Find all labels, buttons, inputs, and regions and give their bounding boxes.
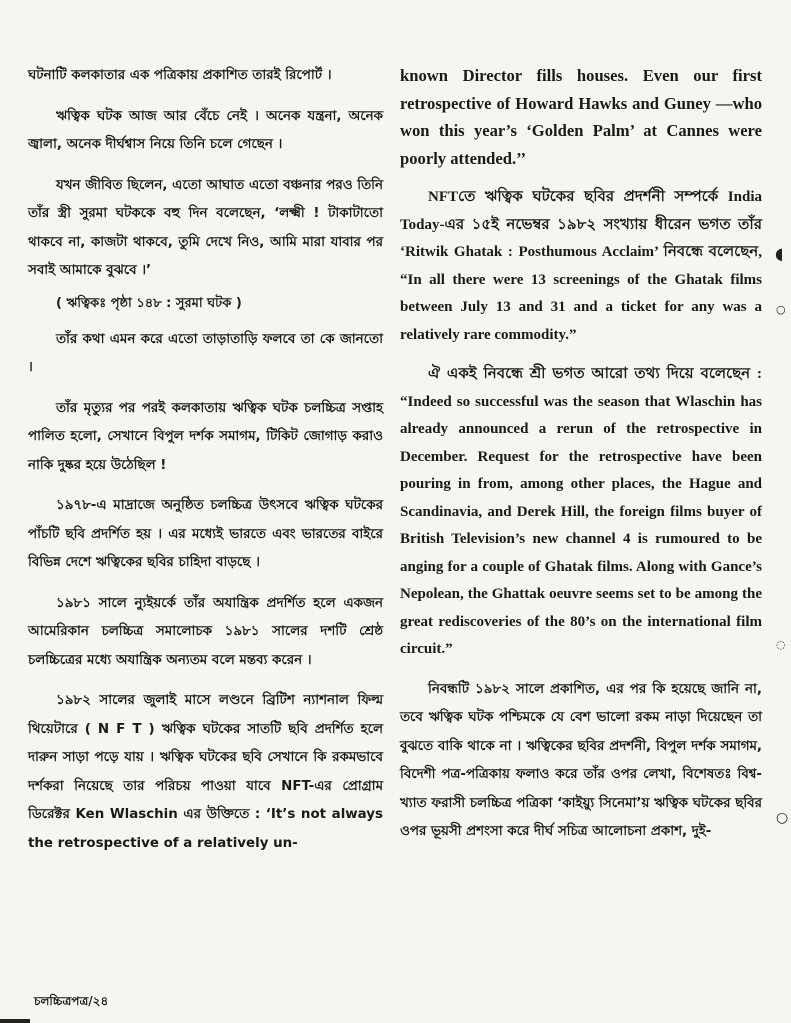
paragraph: ১৯৭৮-এ মাদ্রাজে অনুষ্ঠিত চলচ্চিত্র উৎসবে ঋত্বিক ঘটকের পাঁচটি ছবি প্রদর্শিত হয় । এর মধ্যেই ভারতে এবং ভারতের বাইরে বিভিন্ন দেশে ঋত্বিকের ছবির চাহিদা বাড়ছে ।: [28, 498, 383, 570]
paragraph: ঐ একই নিবন্ধে শ্রী ভগত আরো তথ্য দিয়ে বলেছেন : “Indeed so successful was the season that Wlaschin has already announced a rerun of the retrospective in December. Request for the retrospective have been pouring in from, among other places, the Hague and Scandinavia, and Derek Hill, the foreign films buyer of British Television’s new channel 4 is rumoured to be anging for a couple of Ghatak films. Along with Gance’s Nepolean, the Ghattak oeuvre seems set to be among the great rediscoveries of the 80’s on the international film circuit.”: [400, 366, 762, 657]
citation: ( ঋত্বিকঃ পৃষ্ঠা ১৪৮ : সুরমা ঘটক ): [56, 295, 242, 311]
page-footer: চলচ্চিত্রপত্র/২৪: [34, 994, 109, 1008]
paragraph: known Director fills houses. Even our first retrospective of Howard Hawks and Guney —who won this year’s ‘Golden Palm’ at Cannes were poorly attended.’’: [400, 66, 762, 168]
right-column: [400, 62, 762, 859]
paragraph: ১৯৮২ সালের জুলাই মাসে লণ্ডনে ব্রিটিশ ন্যাশনাল ফিল্ম থিয়েটারে ( N F T ) ঋত্বিক ঘটকের সাতটি ছবি প্রদর্শিত হলে দারুন সাড়া পড়ে যায় । ঋত্বিক ঘটকের ছবি সেখানে কি রকমভাবে দর্শকরা নিয়েছে তার পরিচয় পাওয়া যাবে NFT-এর প্রোগ্রাম ডিরেক্টর Ken Wlaschin এর উক্তিতে : ‘It’s not always the retrospective of a relatively un-: [28, 693, 383, 851]
left-column: [28, 62, 383, 870]
paragraph: যখন জীবিত ছিলেন, এতো আঘাত এতো বঞ্চনার পরও তিনি তাঁর স্ত্রী সুরমা ঘটককে বহু দিন বলেছেন, ‘লক্ষ্মী ! টাকাটাতো থাকবে না, কাজটা থাকবে, তুমি দেখে নিও, আমি মারা যাবার পর সবাই আমাকে বুঝবে ।’: [28, 177, 383, 278]
binding-hole-mark-icon: ○: [776, 303, 786, 316]
paragraph: তাঁর কথা এমন করে এতো তাড়াতাড়ি ফলবে তা কে জানতো ।: [28, 331, 383, 375]
paragraph: ঋত্বিক ঘটক আজ আর বেঁচে নেই । অনেক যন্ত্রনা, অনেক জ্বালা, অনেক দীর্ঘশ্বাস নিয়ে তিনি চলে গেছেন ।: [28, 108, 383, 152]
binding-hole-mark-icon: ◖: [775, 244, 784, 263]
paragraph: NFTতে ঋত্বিক ঘটকের ছবির প্রদর্শনী সম্পর্কে India Today-এর ১৫ই নভেম্বর ১৯৮২ সংখ্যায় ধীরেন ভগত তাঁর ‘Ritwik Ghatak : Posthumous Acclaim’ নিবন্ধে বলেছেন, “In all there were 13 screenings of the Ghatak films between July 13 and 31 and a ticket for any was a relatively rare commodity.”: [400, 189, 762, 343]
binding-hole-mark-icon: ◌: [776, 638, 786, 651]
paragraph: ১৯৮১ সালে ন্যুইয়র্কে তাঁর অযান্ত্রিক প্রদর্শিত হলে একজন আমেরিকান চলচ্চিত্র সমালোচক ১৯৮১ সালের দশটি শ্রেষ্ঠ চলচ্চিত্রের মধ্যে অযান্ত্রিক অন্যতম বলে মন্তব্য করেন ।: [28, 595, 383, 668]
paragraph: তাঁর মৃত্যুর পর পরই কলকাতায় ঋত্বিক ঘটক চলচ্চিত্র সপ্তাহ পালিত হলো, সেখানে বিপুল দর্শক সমাগম, টিকিট জোগাড় করাও নাকি দুষ্কর হয়ে উঠেছিল !: [28, 400, 383, 473]
paragraph: ঘটনাটি কলকাতার এক পত্রিকায় প্রকাশিত তারই রিপোর্ট ।: [28, 68, 332, 83]
paragraph: নিবন্ধটি ১৯৮২ সালে প্রকাশিত, এর পর কি হয়েছে জানি না, তবে ঋত্বিক ঘটক পশ্চিমকে যে বেশ ভালো রকম নাড়া দিয়েছেন তা বুঝতে বাকি থাকে না । ঋত্বিকের ছবির প্রদর্শনী, বিপুল দর্শক সমাগম, বিদেশী পত্র-পত্রিকায় ফলাও করে তাঁর ওপর লেখা, বিশেষতঃ বিশ্ব-খ্যাত ফরাসী চলচ্চিত্র পত্রিকা ‘কাইয়্যু সিনেমা’য় ঋত্বিক ঘটকের ছবির ওপর ভূয়সী প্রশংসা করে দীর্ঘ সচিত্র আলোচনা প্রকাশ, দুই-: [400, 681, 762, 839]
binding-hole-mark-icon: ○: [776, 810, 789, 826]
scan-edge-divider: [0, 1019, 30, 1023]
